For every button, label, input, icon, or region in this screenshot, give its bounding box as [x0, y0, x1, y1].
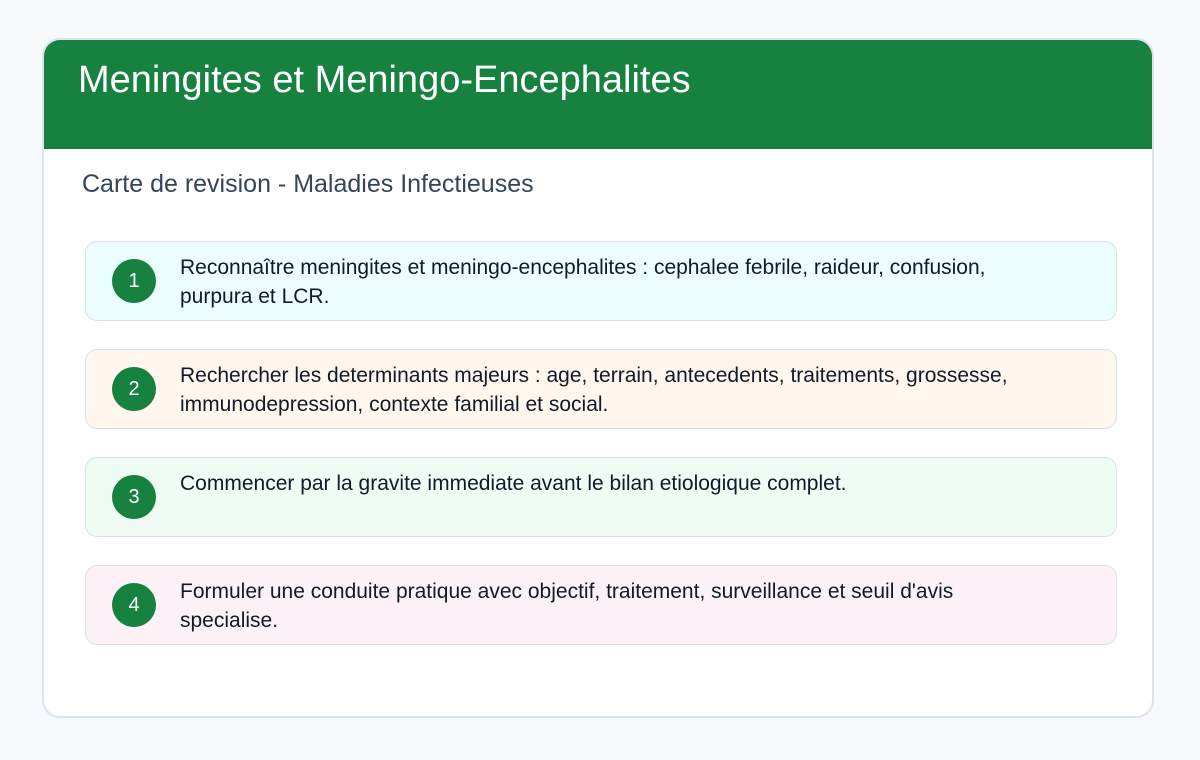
list-item: [85, 457, 1117, 537]
list-item: [85, 241, 1117, 321]
card-subtitle: Carte de revision - Maladies Infectieuses: [82, 170, 534, 198]
page-title: Meningites et Meningo-Encephalites: [78, 59, 691, 101]
item-text: Reconnaître meningites et meningo-encephalites : cephalee febrile, raideur, confusion, purpura et LCR.: [180, 256, 986, 308]
list-item: [85, 565, 1117, 645]
item-text: Formuler une conduite pratique avec objectif, traitement, surveillance et seuil d'avis specialise.: [180, 580, 954, 632]
list-item: [85, 349, 1117, 429]
item-number-badge: 2: [112, 367, 156, 411]
item-text: Commencer par la gravite immediate avant le bilan etiologique complet.: [180, 472, 847, 495]
card-header: [42, 38, 1154, 149]
revision-card: [42, 38, 1154, 718]
item-number-badge: 1: [112, 259, 156, 303]
item-number-badge: 3: [112, 475, 156, 519]
item-number-badge: 4: [112, 583, 156, 627]
item-text: Rechercher les determinants majeurs : age, terrain, antecedents, traitements, grossesse, immunodepression, contexte familial et social.: [180, 364, 1008, 416]
objectives-list: [85, 241, 1117, 673]
